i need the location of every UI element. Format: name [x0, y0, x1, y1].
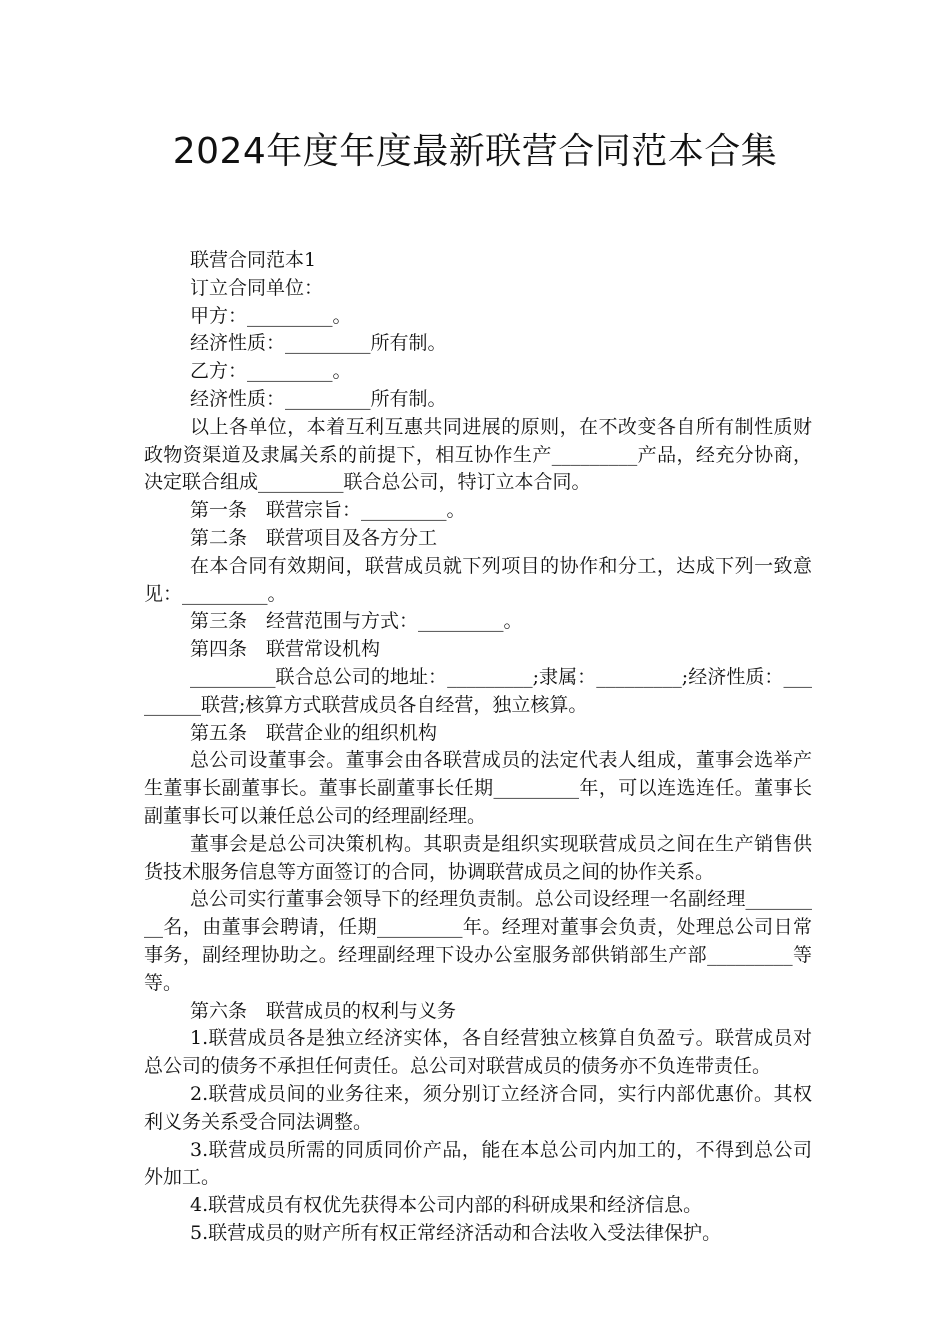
article-1: 第一条 联营宗旨：_________。 [190, 499, 466, 522]
article-5-paragraph: 董事会是总公司决策机构。其职责是组织实现联营成员之间在生产销售供货技术服务信息等方面签订的合同，协调联营成员之间的协作关系。 [144, 832, 812, 883]
party-b-line: 乙方：_________。 [190, 360, 352, 383]
article-4-heading: 第四条 联营常设机构 [190, 638, 381, 661]
article-4-paragraph: _________联合总公司的地址：_________;隶属：_________;经济性质：_________联营;核算方式联营成员各自经营，独立核算。 [144, 665, 812, 716]
article-6-item: 3.联营成员所需的同质同价产品，能在本总公司内加工的，不得到总公司外加工。 [144, 1138, 812, 1189]
article-2-paragraph: 在本合同有效期间，联营成员就下列项目的协作和分工，达成下列一致意见：_________。 [144, 554, 812, 605]
party-a-line: 甲方：_________。 [190, 304, 352, 327]
article-2-heading: 第二条 联营项目及各方分工 [190, 526, 438, 549]
contract-parties-label: 订立合同单位： [190, 276, 324, 299]
party-a-nature-line: 经济性质：_________所有制。 [190, 332, 447, 355]
article-6-item: 5.联营成员的财产所有权正常经济活动和合法收入受法律保护。 [190, 1221, 722, 1244]
party-b-nature-line: 经济性质：_________所有制。 [190, 387, 447, 410]
preamble-paragraph: 以上各单位，本着互利互惠共同进展的原则，在不改变各自所有制性质财政物资渠道及隶属关系的前提下，相互协作生产_________产品，经充分协商，决定联合组成_________联合总公司，特订立本合同。 [144, 415, 812, 494]
article-5-heading: 第五条 联营企业的组织机构 [190, 721, 438, 744]
section-heading: 联营合同范本1 [190, 249, 317, 271]
document-title: 2024年度年度最新联营合同范本合集 [172, 131, 778, 172]
article-6-heading: 第六条 联营成员的权利与义务 [190, 999, 457, 1022]
article-6-item: 2.联营成员间的业务往来，须分别订立经济合同，实行内部优惠价。其权利义务关系受合同法调整。 [144, 1082, 812, 1133]
article-6-item: 4.联营成员有权优先获得本公司内部的科研成果和经济信息。 [190, 1194, 703, 1217]
article-6-item: 1.联营成员各是独立经济实体，各自经营独立核算自负盈亏。联营成员对总公司的债务不承担任何责任。总公司对联营成员的债务亦不负连带责任。 [144, 1027, 812, 1078]
article-5-paragraph: 总公司设董事会。董事会由各联营成员的法定代表人组成，董事会选举产生董事长副董事长。董事长副董事长任期_________年，可以连选连任。董事长副董事长可以兼任总公司的经理副经理。 [144, 749, 812, 827]
document-body [144, 247, 812, 1248]
article-3: 第三条 经营范围与方式：_________。 [190, 610, 523, 633]
article-5-paragraph: 总公司实行董事会领导下的经理负责制。总公司设经理一名副经理_________名，由董事会聘请，任期_________年。经理对董事会负责，处理总公司日常事务，副经理协助之。经理副经理下设办公室服务部供销部生产部_________等等。 [144, 888, 812, 994]
